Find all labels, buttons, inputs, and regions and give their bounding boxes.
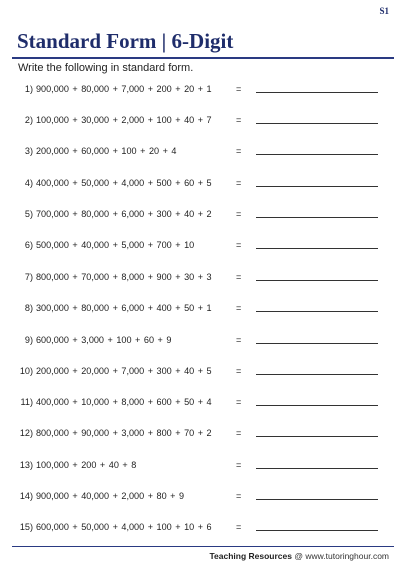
problem-number: 1)	[24, 84, 33, 94]
problem-expression: 900,000 + 80,000 + 7,000 + 200 + 20 + 1	[36, 84, 212, 94]
problem-expression: 800,000 + 70,000 + 8,000 + 900 + 30 + 3	[36, 272, 212, 282]
answer-line[interactable]	[256, 343, 378, 344]
sheet-code: S1	[379, 6, 389, 16]
problem-expression: 400,000 + 10,000 + 8,000 + 600 + 50 + 4	[36, 397, 212, 407]
problem-number: 9)	[24, 335, 33, 345]
problem-row	[0, 332, 405, 348]
problem-expression: 900,000 + 40,000 + 2,000 + 80 + 9	[36, 491, 185, 501]
problem-expression: 400,000 + 50,000 + 4,000 + 500 + 60 + 5	[36, 178, 212, 188]
answer-line[interactable]	[256, 468, 378, 469]
problem-number: 11)	[20, 397, 33, 407]
problem-expression: 200,000 + 20,000 + 7,000 + 300 + 40 + 5	[36, 366, 212, 376]
problem-number: 7)	[24, 272, 33, 282]
problem-expression: 100,000 + 30,000 + 2,000 + 100 + 40 + 7	[36, 115, 212, 125]
answer-line[interactable]	[256, 92, 378, 93]
problem-expression: 800,000 + 90,000 + 3,000 + 800 + 70 + 2	[36, 428, 212, 438]
equals-sign: =	[236, 366, 242, 376]
answer-line[interactable]	[256, 280, 378, 281]
problem-number: 13)	[19, 460, 33, 470]
equals-sign: =	[236, 178, 242, 188]
equals-sign: =	[236, 460, 242, 470]
equals-sign: =	[236, 146, 242, 156]
problem-row	[0, 206, 405, 222]
problem-row	[0, 457, 405, 473]
answer-line[interactable]	[256, 530, 378, 531]
footer	[209, 551, 389, 561]
problem-row	[0, 488, 405, 504]
problem-number: 2)	[24, 115, 33, 125]
equals-sign: =	[236, 240, 242, 250]
answer-line[interactable]	[256, 311, 378, 312]
problem-number: 15)	[19, 522, 33, 532]
problem-expression: 100,000 + 200 + 40 + 8	[36, 460, 137, 470]
problem-expression: 200,000 + 60,000 + 100 + 20 + 4	[36, 146, 177, 156]
problem-expression: 600,000 + 3,000 + 100 + 60 + 9	[36, 335, 172, 345]
footer-label: Teaching Resources	[209, 551, 292, 561]
equals-sign: =	[236, 397, 242, 407]
problem-number: 8)	[24, 303, 33, 313]
problem-row	[0, 363, 405, 379]
equals-sign: =	[236, 522, 242, 532]
answer-line[interactable]	[256, 154, 378, 155]
instruction-text: Write the following in standard form.	[18, 62, 194, 74]
answer-line[interactable]	[256, 217, 378, 218]
equals-sign: =	[236, 209, 242, 219]
problem-number: 10)	[19, 366, 33, 376]
problem-row	[0, 175, 405, 191]
page-title: Standard Form | 6-Digit	[17, 29, 234, 53]
footer-site-link[interactable]: www.tutoringhour.com	[305, 551, 389, 561]
problem-row	[0, 237, 405, 253]
answer-line[interactable]	[256, 374, 378, 375]
answer-line[interactable]	[256, 186, 378, 187]
problem-number: 6)	[24, 240, 33, 250]
problem-number: 3)	[24, 146, 33, 156]
equals-sign: =	[236, 303, 242, 313]
problem-row	[0, 300, 405, 316]
problem-row	[0, 269, 405, 285]
problem-expression: 600,000 + 50,000 + 4,000 + 100 + 10 + 6	[36, 522, 212, 532]
problem-row	[0, 394, 405, 410]
problem-expression: 500,000 + 40,000 + 5,000 + 700 + 10	[36, 240, 195, 250]
equals-sign: =	[236, 428, 242, 438]
equals-sign: =	[236, 115, 242, 125]
problem-expression: 700,000 + 80,000 + 6,000 + 300 + 40 + 2	[36, 209, 212, 219]
answer-line[interactable]	[256, 248, 378, 249]
answer-line[interactable]	[256, 123, 378, 124]
equals-sign: =	[236, 84, 242, 94]
problem-row	[0, 519, 405, 535]
equals-sign: =	[236, 491, 242, 501]
problem-expression: 300,000 + 80,000 + 6,000 + 400 + 50 + 1	[36, 303, 212, 313]
title-divider	[12, 57, 394, 59]
answer-line[interactable]	[256, 499, 378, 500]
problem-number: 4)	[24, 178, 33, 188]
equals-sign: =	[236, 335, 242, 345]
footer-at: @	[294, 551, 303, 561]
problem-row	[0, 112, 405, 128]
answer-line[interactable]	[256, 436, 378, 437]
problem-number: 14)	[19, 491, 33, 501]
problem-row	[0, 143, 405, 159]
problem-row	[0, 425, 405, 441]
answer-line[interactable]	[256, 405, 378, 406]
problem-number: 5)	[24, 209, 33, 219]
problem-row	[0, 81, 405, 97]
footer-divider	[12, 546, 394, 547]
problem-number: 12)	[19, 428, 33, 438]
equals-sign: =	[236, 272, 242, 282]
